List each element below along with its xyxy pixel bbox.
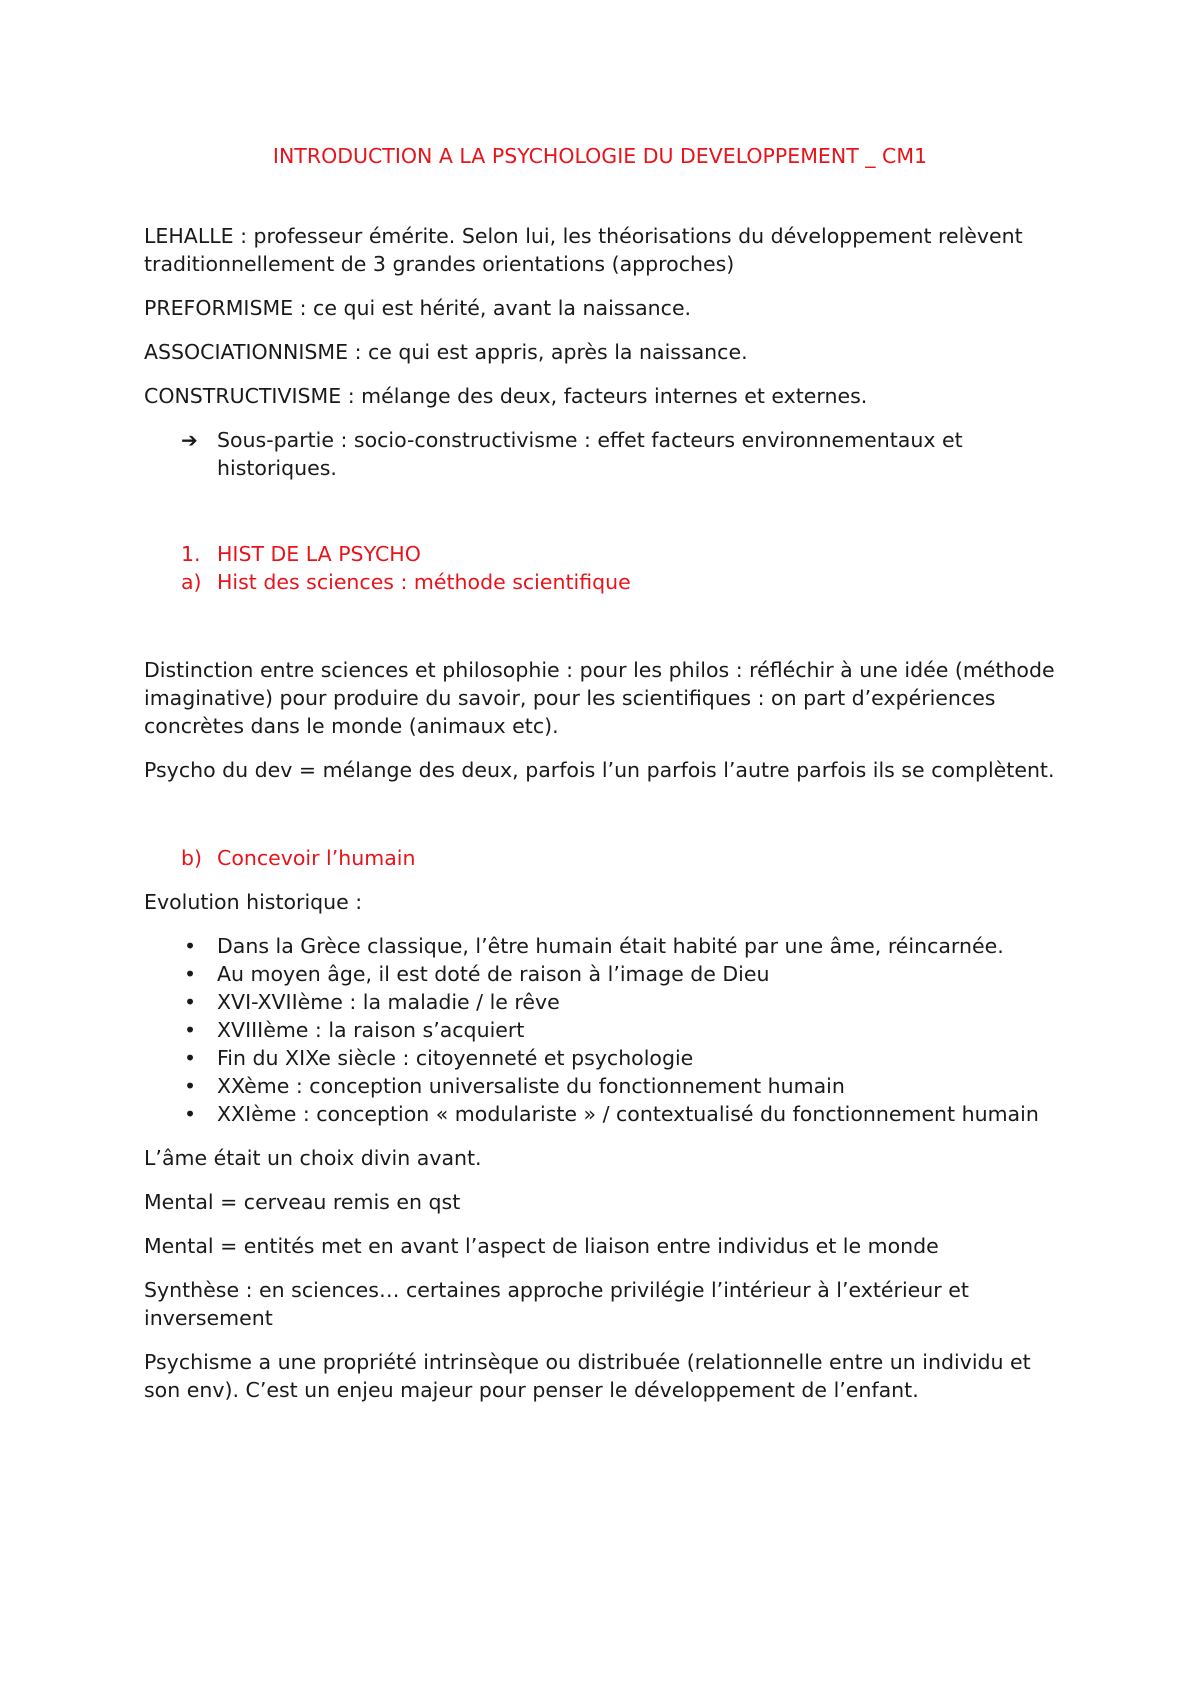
list-item-text: Fin du XIXe siècle : citoyenneté et psychologie xyxy=(217,1046,694,1070)
list-item xyxy=(144,1044,1056,1072)
bullet-icon: • xyxy=(184,1102,197,1126)
paragraph-psychisme: Psychisme a une propriété intrinsèque ou distribuée (relationnelle entre un individu et son env). C’est un enjeu majeur pour penser le développement de l’enfant. xyxy=(144,1350,1031,1402)
list-item-text: XVIIIème : la raison s’acquiert xyxy=(217,1018,525,1042)
subsection-heading-b xyxy=(144,844,1056,872)
bullet-icon: • xyxy=(184,934,197,958)
bullet-icon: • xyxy=(184,1046,197,1070)
document-page xyxy=(144,130,1056,1420)
subsection-letter: b) xyxy=(181,846,203,870)
bullet-icon: • xyxy=(184,1074,197,1098)
arrow-list-item xyxy=(144,426,1056,482)
bullet-icon: • xyxy=(184,990,197,1014)
section-number: 1. xyxy=(181,542,201,566)
list-item-text: XVI-XVIIème : la maladie / le rêve xyxy=(217,990,560,1014)
paragraph-lehalle: LEHALLE : professeur émérite. Selon lui, les théorisations du développement relèvent traditionnellement de 3 grandes orientations (approches) xyxy=(144,224,1023,276)
section-heading-1 xyxy=(144,540,1056,568)
bullet-list xyxy=(144,932,1056,1128)
list-item-text: Au moyen âge, il est doté de raison à l’image de Dieu xyxy=(217,962,770,986)
list-item xyxy=(144,988,1056,1016)
subsection-heading-text: Hist des sciences : méthode scientifique xyxy=(217,570,631,594)
list-item-text: Dans la Grèce classique, l’être humain était habité par une âme, réincarnée. xyxy=(217,934,1004,958)
paragraph-mental-2: Mental = entités met en avant l’aspect de liaison entre individus et le monde xyxy=(144,1234,939,1258)
section-heading-text: HIST DE LA PSYCHO xyxy=(217,542,421,566)
bullet-icon: • xyxy=(184,962,197,986)
list-item xyxy=(144,960,1056,988)
subsection-letter: a) xyxy=(181,570,202,594)
bullet-icon: • xyxy=(184,1018,197,1042)
subsection-heading-a xyxy=(144,568,1056,596)
arrow-right-icon: ➔ xyxy=(181,428,198,452)
list-item xyxy=(144,1072,1056,1100)
document-title: INTRODUCTION A LA PSYCHOLOGIE DU DEVELOPPEMENT _ CM1 xyxy=(272,144,928,168)
paragraph-distinction: Distinction entre sciences et philosophie : pour les philos : réfléchir à une idée (méthode imaginative) pour produire du savoir, pour les scientifiques : on part d’expériences concrètes dans le monde (animaux etc). xyxy=(144,658,1055,738)
list-item-text: XXIème : conception « modulariste » / contextualisé du fonctionnement humain xyxy=(217,1102,1039,1126)
paragraph-synthese: Synthèse : en sciences… certaines approche privilégie l’intérieur à l’extérieur et inversement xyxy=(144,1278,969,1330)
list-item-text: XXème : conception universaliste du fonctionnement humain xyxy=(217,1074,845,1098)
list-item xyxy=(144,1016,1056,1044)
paragraph-psycho-dev: Psycho du dev = mélange des deux, parfois l’un parfois l’autre parfois ils se complètent. xyxy=(144,758,1055,782)
arrow-item-text: Sous-partie : socio-constructivisme : effet facteurs environnementaux et historiques. xyxy=(217,428,963,480)
paragraph-associationnisme: ASSOCIATIONNISME : ce qui est appris, après la naissance. xyxy=(144,340,748,364)
list-item xyxy=(144,932,1056,960)
paragraph-mental-1: Mental = cerveau remis en qst xyxy=(144,1190,461,1214)
subsection-heading-text: Concevoir l’humain xyxy=(217,846,416,870)
paragraph-constructivisme: CONSTRUCTIVISME : mélange des deux, facteurs internes et externes. xyxy=(144,384,868,408)
list-item xyxy=(144,1100,1056,1128)
paragraph-preformisme: PREFORMISME : ce qui est hérité, avant la naissance. xyxy=(144,296,692,320)
paragraph-ame: L’âme était un choix divin avant. xyxy=(144,1146,482,1170)
paragraph-evolution: Evolution historique : xyxy=(144,890,363,914)
